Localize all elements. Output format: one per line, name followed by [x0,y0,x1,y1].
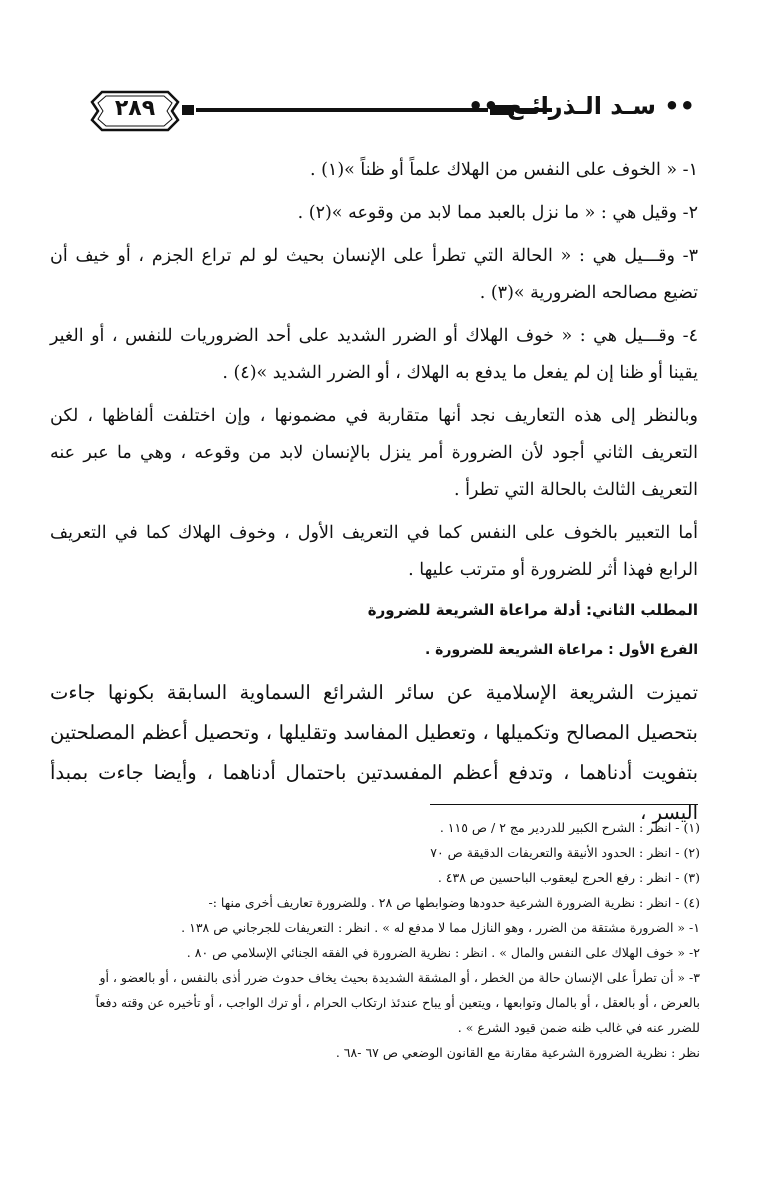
page-number: ٢٨٩ [114,96,156,121]
footnote-4-item-3: ٣- « أن تطرأ على الإنسان حالة من الخطر ، أو المشقة الشديدة بحيث يخاف حدوث ضرر أذى بالنفس ، أو بالعضو ، أو بالعرض ، أو بالعقل ، أو بالمال وتوابعها ، ويتعين أو يباح عندئذ ارتكاب الحرام ، أو ترك الواجب ، أو تأخيره عن وقته دفعاً للضرر عنه في غالب ظنه ضمن قيود الشرع » . [95,970,700,1035]
footnote-4: (٤) - انظر : نظرية الضرورة الشرعية حدودها وضوابطها ص ٢٨ . وللضرورة تعاريف أخرى منها :- [208,895,700,910]
running-title: •• سـد الـذرائـع •• [467,92,695,120]
paragraph-comparison: وبالنظر إلى هذه التعاريف نجد أنها متقاربة في مضمونها ، وإن اختلفت ألفاظها ، لكن التعريف الثاني أجود لأن الضرورة أمر ينزل بالإنسان لابد من وقوعه ، وهي ما عبر عنه التعريف الثالث بالحالة التي تطرأ . [50,406,698,500]
page-number-frame [90,88,180,134]
footnote-2: (٢) - انظر : الحدود الأنيقة والتعريفات الدقيقة ص ٧٠ [430,845,700,860]
main-text [50,152,698,839]
definition-4: ٤- وقـــيل هي : « خوف الهلاك أو الضرر الشديد على أحد الضروريات للنفس ، أو الغير يقينا أو ظنا إن لم يفعل ما يدفع به الهلاك ، أو الضرر الشديد »(٤) . [50,326,698,383]
footnote-4-item-2: ٢- « خوف الهلاك على النفس والمال » . انظر : نظرية الضرورة في الفقه الجنائي الإسلامي ص ٨٠ . [186,945,700,960]
footnote-4-item-1: ١- « الضرورة مشتقة من الضرر ، وهو النازل مما لا مدفع له » . انظر : التعريفات للجرجاني ص ١٣٨ . [181,920,700,935]
footnote-separator [430,804,698,805]
definition-1: ١- « الخوف على النفس من الهلاك علماً أو ظناً »(١) . [309,160,698,180]
footnote-1: (١) - انظر : الشرح الكبير للدردير مج ٢ / ص ١١٥ . [439,820,700,835]
definition-3: ٣- وقـــيل هي : « الحالة التي تطرأ على الإنسان بحيث لو لم تراع الجزم ، أو خيف أن تضيع مصالحه الضرورية »(٣) . [50,246,698,303]
footnote-4-source: نظر : نظرية الضرورة الشرعية مقارنة مع القانون الوضعي ص ٦٧ -٦٨ . [335,1045,700,1060]
main-paragraph: تميزت الشريعة الإسلامية عن سائر الشرائع السماوية السابقة بكونها جاءت بتحصيل المصالح وتكميلها ، وتعطيل المفاسد وتقليلها ، وتحصيل أعظم المصلحتين بتفويت أدناهما ، وتدفع أعظم المفسدتين باحتمال أدناهما ، وأيضا جاءت بمبدأ اليسر ، [50,681,698,824]
footnote-3: (٣) - انظر : رفع الحرج ليعقوب الباحسين ص ٤٣٨ . [437,870,700,885]
section-heading: المطلب الثاني: أدلة مراعاة الشريعة للضرورة [367,601,698,619]
page-header [90,86,695,136]
footnotes [60,815,700,1065]
branch-heading: الفرع الأول : مراعاة الشريعة للضرورة . [424,642,698,658]
paragraph-expression: أما التعبير بالخوف على النفس كما في التعريف الأول ، وخوف الهلاك كما في التعريف الرابع فهذا أثر للضرورة أو مترتب عليها . [50,523,698,580]
definition-2: ٢- وقيل هي : « ما نزل بالعبد مما لابد من وقوعه »(٢) . [297,203,698,223]
